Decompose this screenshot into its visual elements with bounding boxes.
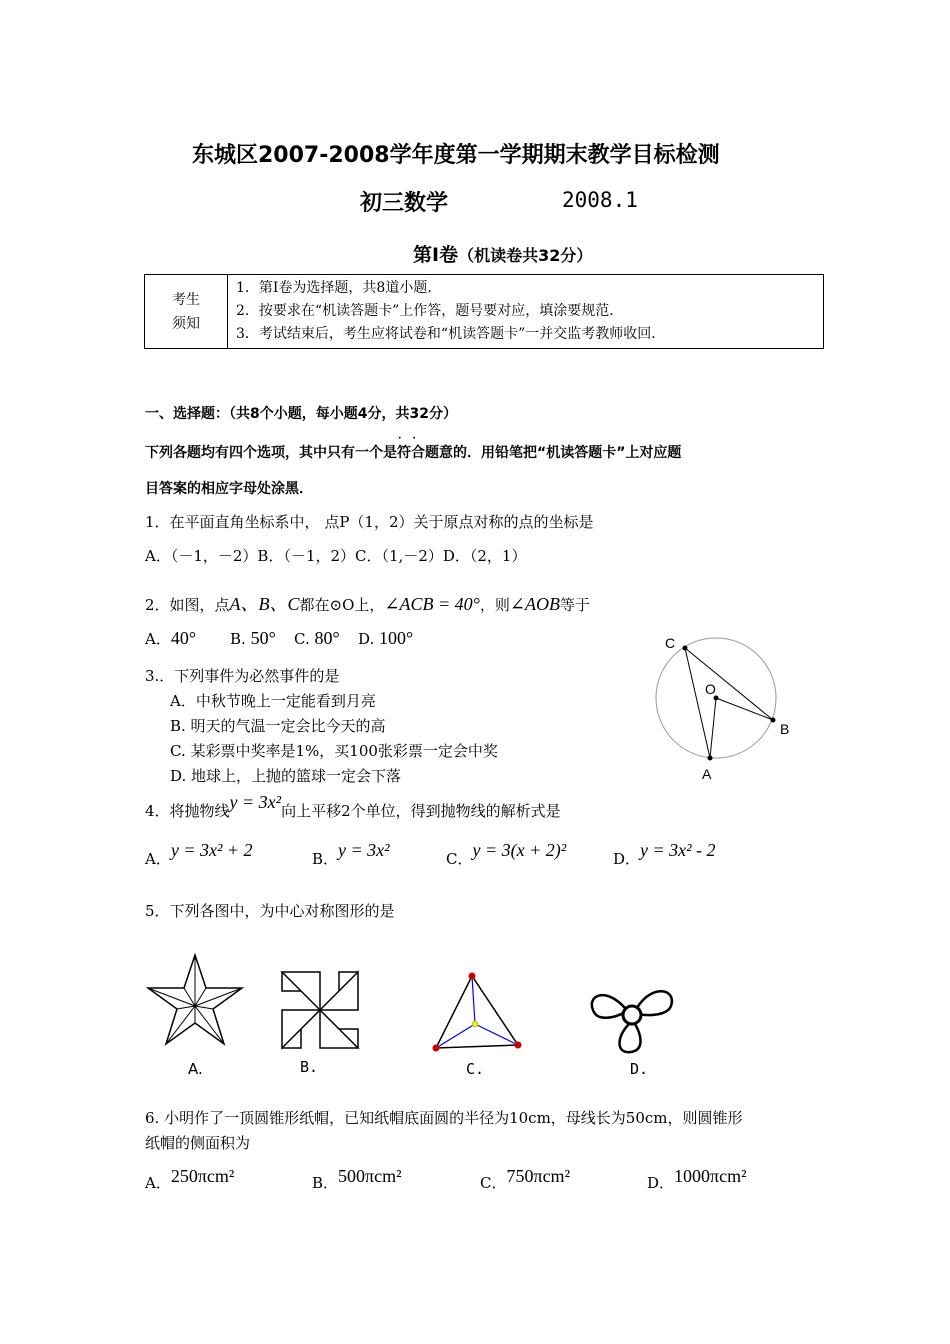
q6-opt-b-value: 500πcm²: [338, 1166, 402, 1186]
notice-label-line1: 考生: [172, 291, 200, 308]
q3-option: A．中秋节晚上一定能看到月亮: [170, 692, 376, 710]
q6-opt-a-label: A．: [145, 1174, 171, 1192]
q2-opt-c-value: 80°: [314, 628, 340, 648]
q4-opt-a-label: A．: [145, 850, 171, 868]
q2-option-a: [145, 628, 196, 649]
q4-opt-d-value: y = 3x² - 2: [640, 840, 716, 860]
q4-option-c: [446, 840, 567, 869]
q2-stem: [145, 590, 590, 616]
q2-stem-d: 等于: [559, 596, 590, 614]
q2-opt-b-label: B.: [230, 630, 246, 648]
q5-label-b: B.: [300, 1058, 319, 1076]
subject-title: 初三数学: [360, 191, 449, 216]
q4-stem-b: 向上平移2个单位，得到抛物线的解析式是: [281, 802, 561, 820]
q2-angle-acb: ∠ACB = 40°: [384, 594, 480, 614]
propeller-figure: [585, 978, 680, 1058]
exam-date: 2008.1: [562, 188, 638, 212]
section-instruction-line1: 下列各题均有四个选项，其中只有一个是符合题意的．用铅笔把“机读答题卡”上对应题: [145, 445, 682, 461]
q5-label-d: D.: [630, 1060, 649, 1078]
q4-opt-c-value: y = 3(x + 2)²: [472, 840, 567, 860]
section-instruction-line2: 目答案的相应字母处涂黑．: [145, 481, 313, 497]
q4-stem-a: 4．将抛物线: [145, 802, 230, 820]
q2-stem-a: 2．如图，点: [145, 596, 230, 614]
q6-option-a: [145, 1166, 235, 1193]
q2-option-c: [294, 628, 340, 649]
q3-stem: 3.．下列事件为必然事件的是: [145, 667, 340, 685]
segment-cb: [685, 648, 773, 720]
q6-opt-d-label: D．: [647, 1174, 675, 1192]
point-b: [771, 718, 776, 723]
q4-opt-b-value: y = 3x²: [338, 840, 390, 860]
q6-stem-line2: 纸帽的侧面积为: [145, 1134, 251, 1152]
q4-opt-a-value: y = 3x² + 2: [170, 840, 253, 860]
q6-opt-b-label: B．: [312, 1174, 339, 1192]
notice-item: 2．按要求在“机读答题卡”上作答，题号要对应，填涂要规范．: [236, 303, 624, 319]
q2-opt-b-value: 50°: [250, 628, 276, 648]
notice-label-line2: 须知: [172, 315, 200, 332]
q2-option-b: [230, 628, 276, 649]
q4-opt-c-label: C．: [446, 850, 473, 868]
circle-figure: [640, 630, 810, 790]
page-title: 东城区2007-2008学年度第一学期期末教学目标检测: [192, 143, 720, 168]
q6-opt-c-label: C．: [480, 1174, 507, 1192]
notice-content: [228, 275, 824, 349]
q2-opt-a-value: 40°: [170, 628, 197, 648]
q1-stem: 1．在平面直角坐标系中， 点P（1，2）关于原点对称的点的坐标是: [145, 513, 594, 531]
q5-label-c: C.: [466, 1060, 485, 1078]
q4-expr: y = 3x²: [229, 792, 282, 812]
q6-opt-a-value: 250πcm²: [170, 1166, 235, 1186]
section-heading: 一、选择题：（共8个小题，每小题4分，共32分）: [145, 406, 457, 422]
emphasis-dots: ．．: [398, 428, 433, 441]
segment-ca: [685, 648, 710, 758]
label-a: A: [702, 766, 712, 782]
q2-opt-c-label: C.: [294, 630, 310, 648]
q4-opt-b-label: B．: [312, 850, 339, 868]
q6-opt-c-value: 750πcm²: [506, 1166, 570, 1186]
q2-stem-c: ，则: [479, 596, 510, 614]
segment-oa: [710, 698, 716, 758]
notice-label: [145, 275, 228, 349]
q2-points: A、B、C: [229, 594, 300, 614]
q4-option-b: [312, 840, 390, 869]
q4-stem: [145, 792, 561, 821]
q6-opt-d-value: 1000πcm²: [674, 1166, 747, 1186]
part-label: 第Ⅰ卷: [413, 244, 459, 266]
star-figure: [140, 950, 250, 1055]
point-a: [708, 756, 713, 761]
q3-option: D. 地球上，上抛的篮球一定会下落: [170, 767, 402, 785]
q1-options: A．（－1，－2）B．（－1，2）C．（1,－2）D．（2，1）: [145, 547, 527, 565]
segment-ob: [716, 698, 773, 720]
triangle-figure: [428, 968, 528, 1056]
part-heading: [413, 240, 592, 267]
q6-option-b: [312, 1166, 402, 1193]
label-b: B: [780, 721, 790, 737]
q6-option-c: [480, 1166, 570, 1193]
q2-angle-aob: ∠AOB: [509, 594, 560, 614]
q3-option: C. 某彩票中奖率是1%，买100张彩票一定会中奖: [170, 742, 498, 760]
label-o: O: [705, 681, 716, 697]
q2-opt-d-label: D.: [358, 630, 375, 648]
part-note: （机读卷共32分）: [458, 246, 593, 265]
q5-label-a: A.: [188, 1060, 203, 1078]
notice-item: 1．第Ⅰ卷为选择题，共8道小题．: [236, 280, 442, 296]
notice-table: [144, 274, 824, 349]
q2-stem-b: 都在⊙O上，: [299, 596, 385, 614]
q4-option-d: [613, 840, 716, 869]
label-c: C: [665, 635, 676, 651]
q2-opt-a-label: A．: [145, 630, 171, 648]
q5-stem: 5．下列各图中，为中心对称图形的是: [145, 902, 395, 920]
q4-opt-d-label: D．: [613, 850, 641, 868]
notice-item: 3．考试结束后，考生应将试卷和“机读答题卡”一并交监考教师收回．: [236, 326, 666, 342]
point-c: [683, 646, 688, 651]
q2-opt-d-value: 100°: [379, 628, 414, 648]
q6-option-d: [647, 1166, 747, 1193]
q2-option-d: [358, 628, 413, 649]
q3-option: B. 明天的气温一定会比今天的高: [170, 717, 386, 735]
pinwheel-figure: [278, 968, 362, 1052]
q4-option-a: [145, 840, 253, 869]
q6-stem-line1: 6. 小明作了一顶圆锥形纸帽，已知纸帽底面圆的半径为10cm，母线长为50cm，则圆锥形: [145, 1109, 743, 1127]
